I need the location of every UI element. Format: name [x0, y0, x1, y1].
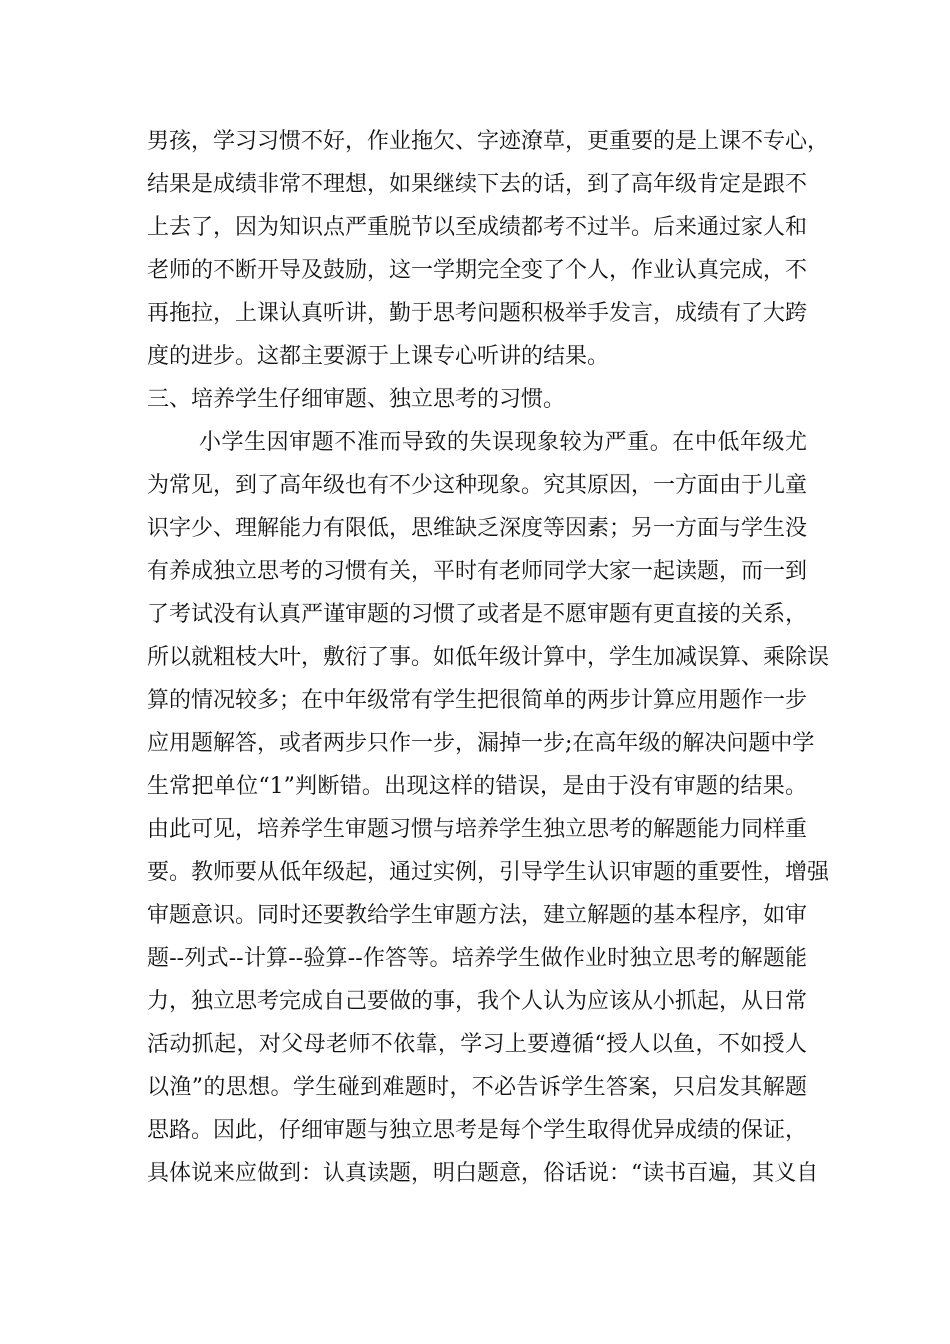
text-line: 算的情况较多；在中年级常有学生把很简单的两步计算应用题作一步 [147, 688, 808, 713]
text-line: 再拖拉，上课认真听讲，勤于思考问题积极举手发言，成绩有了大跨 [147, 301, 808, 326]
text-line: 老师的不断开导及鼓励，这一学期完全变了个人，作业认真完成，不 [147, 258, 808, 283]
text-line: 结果是成绩非常不理想，如果继续下去的话，到了高年级肯定是跟不 [147, 172, 808, 197]
text-line: 要。教师要从低年级起，通过实例，引导学生认识审题的重要性，增强 [147, 860, 830, 885]
text-line: 度的进步。这都主要源于上课专心听讲的结果。 [147, 344, 610, 369]
text-line: 小学生因审题不准而导致的失误现象较为严重。在中低年级尤 [199, 430, 807, 455]
text-line: 题--列式--计算--验算--作答等。培养学生做作业时独立思考的解题能 [147, 946, 807, 971]
text-line: 应用题解答，或者两步只作一步，漏掉一步;在高年级的解决问题中学 [147, 731, 815, 756]
text-line: 男孩，学习习惯不好，作业拖欠、字迹潦草，更重要的是上课不专心， [147, 129, 830, 154]
text-line: 由此可见，培养学生审题习惯与培养学生独立思考的解题能力同样重 [147, 817, 808, 842]
text-line: 为常见，到了高年级也有不少这种现象。究其原因，一方面由于儿童 [147, 473, 808, 498]
text-line: 审题意识。同时还要教给学生审题方法，建立解题的基本程序，如审 [147, 903, 808, 928]
text-line: 活动抓起，对父母老师不依靠，学习上要遵循“授人以鱼，不如授人 [147, 1032, 807, 1057]
section-heading: 三、培养学生仔细审题、独立思考的习惯。 [147, 387, 566, 412]
text-line: 了考试没有认真严谨审题的习惯了或者是不愿审题有更直接的关系， [147, 602, 808, 627]
text-line: 上去了，因为知识点严重脱节以至成绩都考不过半。后来通过家人和 [147, 215, 808, 240]
text-line: 以渔”的思想。学生碰到难题时，不必告诉学生答案，只启发其解题 [147, 1075, 807, 1100]
text-line: 识字少、理解能力有限低，思维缺乏深度等因素；另一方面与学生没 [147, 516, 808, 541]
text-line: 所以就粗枝大叶，敷衍了事。如低年级计算中，学生加减误算、乘除误 [147, 645, 830, 670]
text-line: 力，独立思考完成自己要做的事，我个人认为应该从小抓起，从日常 [147, 989, 808, 1014]
text-line: 具体说来应做到：认真读题，明白题意，俗话说：“读书百遍，其义自 [147, 1161, 819, 1186]
text-line: 有养成独立思考的习惯有关，平时有老师同学大家一起读题，而一到 [147, 559, 808, 584]
text-line: 思路。因此，仔细审题与独立思考是每个学生取得优异成绩的保证， [147, 1118, 808, 1143]
text-line: 生常把单位“1”判断错。出现这样的错误，是由于没有审题的结果。 [147, 774, 807, 799]
